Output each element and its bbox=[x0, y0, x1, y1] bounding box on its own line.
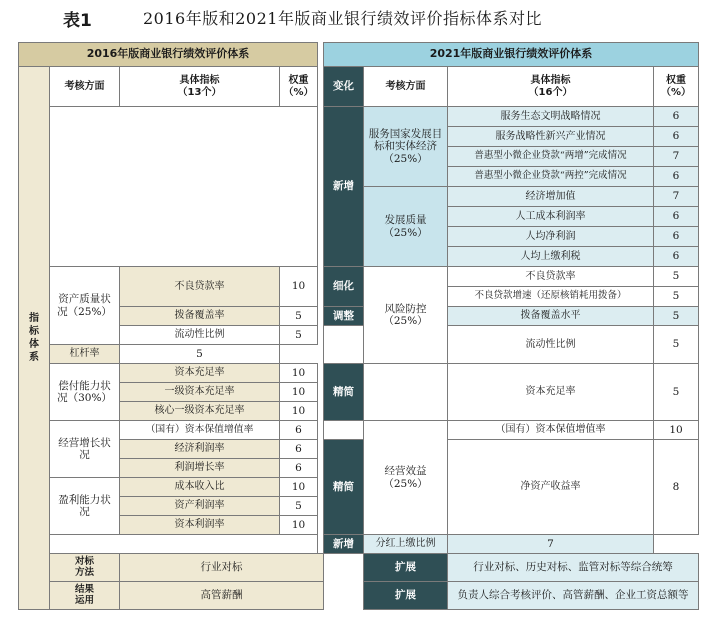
aspect-operating-efficiency: 经营效益（25%） bbox=[364, 421, 448, 535]
weight-2021: 5 bbox=[654, 326, 699, 364]
indicator-2021: 人均净利润 bbox=[448, 227, 654, 247]
aspect-serve-economy: 服务国家发展目标和实体经济（25%） bbox=[364, 107, 448, 187]
indicator-system-label bbox=[19, 67, 50, 610]
weight-2021: 6 bbox=[654, 167, 699, 187]
indicator-2021: 经济增加值 bbox=[448, 187, 654, 207]
header-2016-system: 2016年版商业银行绩效评价体系 bbox=[19, 43, 318, 67]
change-adjusted: 调整 bbox=[324, 307, 364, 326]
indicator-2016: 资本利润率 bbox=[120, 516, 280, 535]
col-aspect-2021: 考核方面 bbox=[364, 67, 448, 107]
benchmark-label bbox=[50, 554, 120, 582]
indicator-2016: 成本收入比 bbox=[120, 478, 280, 497]
result-label bbox=[50, 582, 120, 610]
blank-2016-area bbox=[50, 107, 318, 267]
result-label-text: 结果运用 bbox=[74, 584, 94, 606]
indicator-2016: 资产利润率 bbox=[120, 497, 280, 516]
col-change: 变化 bbox=[324, 67, 364, 107]
aspect-growth: 经营增长状况 bbox=[50, 421, 120, 478]
change-none bbox=[324, 421, 364, 440]
change-extended: 扩展 bbox=[364, 554, 448, 582]
weight-2021: 7 bbox=[654, 187, 699, 207]
indicator-2021: 流动性比例 bbox=[448, 326, 654, 364]
indicator-2021: 人工成本利润率 bbox=[448, 207, 654, 227]
table-number: 表1 bbox=[63, 11, 92, 31]
col-weight-2021-label: 权重 bbox=[666, 75, 686, 86]
indicator-2021: 净资产收益率 bbox=[448, 440, 654, 535]
table-title: 2016年版和2021年版商业银行绩效评价指标体系对比 bbox=[143, 9, 542, 28]
weight-2021: 5 bbox=[654, 267, 699, 287]
weight-2021: 5 bbox=[654, 287, 699, 307]
indicator-2016: 资本充足率 bbox=[120, 364, 280, 383]
col-weight-2021-unit: （%） bbox=[660, 86, 692, 98]
col-aspect-2016: 考核方面 bbox=[50, 67, 120, 107]
aspect-development-quality: 发展质量（25%） bbox=[364, 187, 448, 267]
comparison-table bbox=[18, 42, 699, 610]
indicator-2016: 一级资本充足率 bbox=[120, 383, 280, 402]
weight-2021: 6 bbox=[654, 227, 699, 247]
change-extended-2: 扩展 bbox=[364, 582, 448, 610]
indicator-system-text: 指标体系 bbox=[29, 313, 39, 363]
weight-2016: 10 bbox=[280, 478, 318, 497]
weight-2021: 6 bbox=[654, 107, 699, 127]
indicator-2021: 人均上缴利税 bbox=[448, 247, 654, 267]
weight-2016: 10 bbox=[280, 383, 318, 402]
indicator-2016: 拨备覆盖率 bbox=[120, 307, 280, 326]
col-indicator-2021-count: （16个） bbox=[528, 86, 573, 98]
change-added-2: 新增 bbox=[324, 535, 364, 554]
result-2016: 高管薪酬 bbox=[120, 582, 324, 610]
weight-2021: 7 bbox=[448, 535, 654, 554]
aspect-risk-control: 风险防控（25%） bbox=[364, 267, 448, 364]
indicator-2021: （国有）资本保值增值率 bbox=[448, 421, 654, 440]
benchmark-2021: 行业对标、历史对标、监管对标等综合统筹 bbox=[448, 554, 699, 582]
indicator-2016: 经济利润率 bbox=[120, 440, 280, 459]
weight-2021: 8 bbox=[654, 440, 699, 535]
weight-2021: 6 bbox=[654, 247, 699, 267]
aspect-asset-quality: 资产质量状况（25%） bbox=[50, 267, 120, 345]
weight-2016: 10 bbox=[280, 267, 318, 307]
indicator-2016: 核心一级资本充足率 bbox=[120, 402, 280, 421]
indicator-2016: 利润增长率 bbox=[120, 459, 280, 478]
aspect-solvency: 偿付能力状况（30%） bbox=[50, 364, 120, 421]
aspect-profitability: 盈利能力状况 bbox=[50, 478, 120, 535]
indicator-2016: 杠杆率 bbox=[50, 345, 120, 364]
weight-2021: 6 bbox=[654, 127, 699, 147]
change-streamlined: 精简 bbox=[324, 364, 364, 421]
weight-2016: 10 bbox=[280, 516, 318, 535]
weight-2021: 5 bbox=[654, 364, 699, 421]
weight-2021: 7 bbox=[654, 147, 699, 167]
col-indicator-2021 bbox=[448, 67, 654, 107]
col-weight-2016-label: 权重 bbox=[288, 75, 309, 86]
header-2021-system: 2021年版商业银行绩效评价体系 bbox=[324, 43, 699, 67]
change-refined: 细化 bbox=[324, 267, 364, 307]
weight-2016: 6 bbox=[280, 459, 318, 478]
col-indicator-2021-label: 具体指标 bbox=[530, 75, 571, 86]
indicator-2021: 拨备覆盖水平 bbox=[448, 307, 654, 326]
aspect-risk-continued bbox=[364, 364, 448, 421]
col-weight-2016-unit: （%） bbox=[283, 86, 314, 98]
weight-2016: 6 bbox=[280, 421, 318, 440]
result-2021: 负责人综合考核评价、高管薪酬、企业工资总额等 bbox=[448, 582, 699, 610]
change-streamlined-2: 精简 bbox=[324, 440, 364, 535]
weight-2016: 5 bbox=[280, 326, 318, 345]
weight-2016: 10 bbox=[280, 364, 318, 383]
indicator-2016: 不良贷款率 bbox=[120, 267, 280, 307]
indicator-2021: 服务生态文明战略情况 bbox=[448, 107, 654, 127]
col-indicator-2016-count: （13个） bbox=[177, 86, 222, 98]
weight-2016: 6 bbox=[280, 440, 318, 459]
weight-2016: 5 bbox=[280, 497, 318, 516]
weight-2016: 5 bbox=[120, 345, 280, 364]
table-caption bbox=[0, 0, 715, 40]
benchmark-label-text: 对标方法 bbox=[74, 556, 94, 578]
change-none bbox=[324, 326, 364, 364]
change-added: 新增 bbox=[324, 107, 364, 267]
indicator-2021: 分红上缴比例 bbox=[364, 535, 448, 554]
weight-2016: 5 bbox=[280, 307, 318, 326]
indicator-2021: 普惠型小微企业贷款“两控”完成情况 bbox=[448, 167, 654, 187]
col-weight-2021 bbox=[654, 67, 699, 107]
indicator-2016: （国有）资本保值增值率 bbox=[120, 421, 280, 440]
benchmark-2016: 行业对标 bbox=[120, 554, 324, 582]
indicator-2021: 服务战略性新兴产业情况 bbox=[448, 127, 654, 147]
weight-2021: 6 bbox=[654, 207, 699, 227]
indicator-2021: 不良贷款增速（还原核销耗用拨备） bbox=[448, 287, 654, 307]
indicator-2021: 资本充足率 bbox=[448, 364, 654, 421]
col-indicator-2016-label: 具体指标 bbox=[179, 75, 220, 86]
weight-2021: 5 bbox=[654, 307, 699, 326]
indicator-2016: 流动性比例 bbox=[120, 326, 280, 345]
col-weight-2016 bbox=[280, 67, 318, 107]
col-indicator-2016 bbox=[120, 67, 280, 107]
weight-2021: 10 bbox=[654, 421, 699, 440]
blank-2016-row bbox=[50, 535, 318, 554]
weight-2016: 10 bbox=[280, 402, 318, 421]
indicator-2021: 不良贷款率 bbox=[448, 267, 654, 287]
indicator-2021: 普惠型小微企业贷款“两增”完成情况 bbox=[448, 147, 654, 167]
